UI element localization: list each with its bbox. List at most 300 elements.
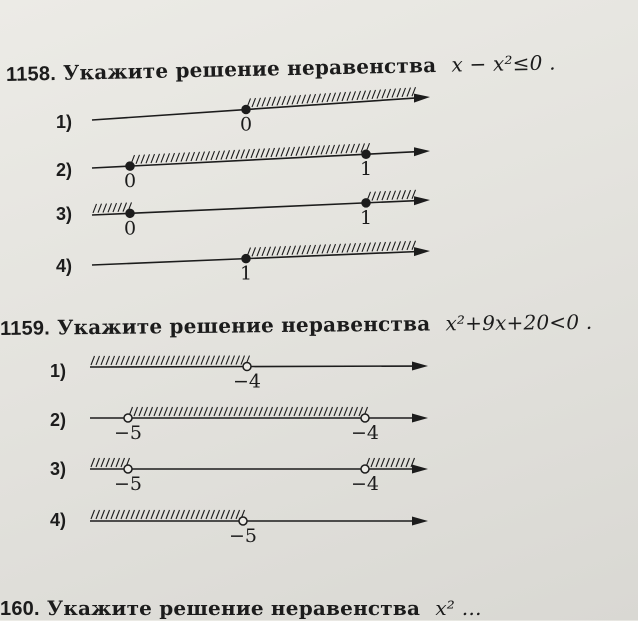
hatch-stroke (289, 407, 293, 416)
hatch-stroke (372, 192, 376, 201)
hatch-stroke (354, 407, 358, 416)
hatch-stroke (249, 407, 253, 416)
option-label: 4) (50, 510, 67, 530)
hatch-stroke (257, 98, 261, 107)
hatch-stroke (219, 407, 223, 416)
axis-arrowhead (412, 362, 428, 371)
hatch-stroke (111, 458, 115, 467)
hatch-region (91, 356, 250, 365)
hatch-stroke (151, 356, 155, 365)
problem-formula: x − x²≤0 . (451, 50, 556, 77)
hatch-stroke (169, 407, 173, 416)
filled-point (242, 106, 250, 114)
hatch-stroke (191, 152, 195, 161)
hatch-stroke (206, 510, 210, 519)
hatch-stroke (146, 356, 150, 365)
hatch-stroke (317, 245, 321, 254)
hatch-stroke (347, 92, 351, 101)
problem-text: Укажите решение неравенства (46, 596, 421, 620)
hatch-stroke (341, 144, 345, 153)
hatch-stroke (322, 244, 326, 253)
hatch-stroke (371, 458, 375, 467)
hatch-stroke (254, 407, 258, 416)
hatch-stroke (311, 146, 315, 155)
hatch-stroke (171, 153, 175, 162)
hatch-stroke (286, 147, 290, 156)
problem-text: Укажите решение неравенства (62, 52, 437, 85)
option-label: 2) (50, 410, 67, 430)
hatch-stroke (276, 148, 280, 157)
hatch-stroke (382, 242, 386, 251)
hatch-stroke (307, 94, 311, 103)
hatch-stroke (267, 247, 271, 256)
filled-point (126, 209, 134, 217)
hatch-stroke (391, 458, 395, 467)
hatch-stroke (322, 93, 326, 102)
hatch-region (366, 458, 415, 467)
hatch-stroke (387, 191, 391, 200)
hatch-region (367, 190, 416, 201)
hatch-stroke (141, 510, 145, 519)
hatch-stroke (121, 458, 125, 467)
axis-arrowhead (412, 465, 428, 474)
hatch-stroke (226, 510, 230, 519)
hatch-stroke (351, 144, 355, 153)
open-point (124, 465, 132, 473)
hatch-stroke (121, 510, 125, 519)
hatch-stroke (357, 91, 361, 100)
hatch-stroke (231, 150, 235, 159)
hatch-stroke (149, 407, 153, 416)
hatch-region (91, 510, 245, 519)
hatch-stroke (339, 407, 343, 416)
hatch-stroke (406, 458, 410, 467)
hatch-stroke (224, 407, 228, 416)
hatch-stroke (377, 191, 381, 200)
hatch-stroke (103, 204, 107, 213)
hatch-region (131, 143, 370, 164)
open-point (361, 465, 369, 473)
tick-label: 1 (359, 158, 373, 181)
hatch-stroke (136, 510, 140, 519)
hatch-stroke (181, 356, 185, 365)
hatch-stroke (131, 510, 135, 519)
hatch-stroke (151, 154, 155, 163)
hatch-stroke (392, 89, 396, 98)
hatch-stroke (287, 96, 291, 105)
hatch-stroke (261, 149, 265, 158)
hatch-stroke (93, 204, 97, 213)
hatch-stroke (131, 356, 135, 365)
problem-number: 1159. (0, 317, 51, 340)
hatch-stroke (176, 510, 180, 519)
hatch-stroke (136, 356, 140, 365)
hatch-stroke (196, 356, 200, 365)
hatch-stroke (284, 407, 288, 416)
hatch-stroke (336, 145, 340, 154)
hatch-stroke (296, 147, 300, 156)
hatch-stroke (229, 407, 233, 416)
hatch-stroke (156, 356, 160, 365)
hatch-stroke (166, 510, 170, 519)
hatch-stroke (118, 203, 122, 212)
hatch-stroke (91, 458, 95, 467)
hatch-stroke (239, 407, 243, 416)
hatch-stroke (397, 190, 401, 199)
hatch-stroke (186, 510, 190, 519)
tick-label: −5 (113, 422, 143, 444)
hatch-stroke (402, 190, 406, 199)
hatch-stroke (189, 407, 193, 416)
hatch-stroke (206, 356, 210, 365)
hatch-stroke (201, 152, 205, 161)
hatch-stroke (196, 510, 200, 519)
axis-arrowhead (414, 147, 430, 156)
hatch-stroke (246, 149, 250, 158)
hatch-stroke (96, 356, 100, 365)
tick-label: −4 (232, 370, 262, 393)
hatch-stroke (269, 407, 273, 416)
hatch-stroke (292, 246, 296, 255)
hatch-stroke (262, 97, 266, 106)
hatch-stroke (106, 510, 110, 519)
hatch-stroke (367, 90, 371, 99)
hatch-stroke (386, 458, 390, 467)
hatch-stroke (181, 510, 185, 519)
hatch-stroke (266, 148, 270, 157)
hatch-stroke (367, 243, 371, 252)
hatch-stroke (256, 149, 260, 158)
axis-arrowhead (412, 517, 428, 526)
hatch-stroke (221, 510, 225, 519)
hatch-stroke (136, 155, 140, 164)
hatch-stroke (302, 95, 306, 104)
hatch-stroke (259, 407, 263, 416)
axis-line (90, 366, 422, 367)
tick-label: −5 (228, 525, 258, 547)
hatch-stroke (141, 356, 145, 365)
hatch-stroke (171, 510, 175, 519)
hatch-stroke (113, 203, 117, 212)
tick-label: 1 (359, 206, 373, 229)
hatch-stroke (164, 407, 168, 416)
hatch-stroke (316, 146, 320, 155)
hatch-stroke (186, 356, 190, 365)
tick-label: 0 (123, 217, 137, 240)
hatch-stroke (231, 510, 235, 519)
hatch-stroke (108, 203, 112, 212)
option-label: 3) (56, 204, 73, 224)
hatch-stroke (304, 407, 308, 416)
hatch-stroke (199, 407, 203, 416)
hatch-stroke (111, 510, 115, 519)
hatch-stroke (211, 356, 215, 365)
hatch-stroke (329, 407, 333, 416)
hatch-stroke (101, 458, 105, 467)
option-label: 1) (50, 361, 67, 381)
problem-number: 160. (0, 598, 40, 620)
hatch-stroke (356, 144, 360, 153)
hatch-stroke (201, 356, 205, 365)
hatch-stroke (174, 407, 178, 416)
hatch-stroke (139, 407, 143, 416)
hatch-stroke (314, 407, 318, 416)
hatch-stroke (362, 243, 366, 252)
option-label: 2) (56, 160, 73, 180)
hatch-stroke (407, 241, 411, 250)
hatch-stroke (306, 146, 310, 155)
hatch-stroke (231, 356, 235, 365)
hatch-stroke (186, 152, 190, 161)
open-point (243, 363, 251, 371)
hatch-stroke (319, 407, 323, 416)
hatch-stroke (134, 407, 138, 416)
hatch-stroke (292, 95, 296, 104)
hatch-stroke (179, 407, 183, 416)
hatch-stroke (407, 88, 411, 97)
hatch-region (129, 407, 368, 416)
hatch-stroke (327, 244, 331, 253)
hatch-stroke (301, 146, 305, 155)
hatch-stroke (302, 245, 306, 254)
hatch-stroke (156, 510, 160, 519)
hatch-stroke (376, 458, 380, 467)
hatch-stroke (382, 89, 386, 98)
hatch-stroke (277, 246, 281, 255)
open-point (124, 414, 132, 422)
hatch-stroke (159, 407, 163, 416)
hatch-stroke (401, 458, 405, 467)
hatch-stroke (332, 244, 336, 253)
hatch-stroke (346, 144, 350, 153)
hatch-stroke (277, 96, 281, 105)
problem-number: 1158. (5, 62, 57, 86)
hatch-stroke (126, 356, 130, 365)
tick-label: −4 (350, 422, 380, 444)
axis-line (92, 97, 424, 120)
filled-point (362, 199, 370, 207)
tick-label: 0 (123, 170, 137, 193)
problem-text: Укажите решение неравенства (56, 311, 431, 340)
hatch-stroke (204, 407, 208, 416)
hatch-stroke (144, 407, 148, 416)
hatch-stroke (101, 510, 105, 519)
axis-arrowhead (414, 196, 430, 205)
hatch-stroke (221, 356, 225, 365)
hatch-stroke (184, 407, 188, 416)
hatch-stroke (236, 150, 240, 159)
axis-arrowhead (414, 94, 430, 103)
hatch-stroke (151, 510, 155, 519)
hatch-stroke (126, 510, 130, 519)
hatch-stroke (281, 147, 285, 156)
hatch-stroke (106, 458, 110, 467)
hatch-stroke (334, 407, 338, 416)
hatch-stroke (236, 356, 240, 365)
hatch-stroke (264, 407, 268, 416)
hatch-stroke (381, 458, 385, 467)
hatch-stroke (181, 153, 185, 162)
option-label: 1) (56, 112, 73, 132)
hatch-stroke (397, 88, 401, 97)
hatch-stroke (209, 407, 213, 416)
hatch-stroke (317, 94, 321, 103)
hatch-stroke (396, 458, 400, 467)
hatch-stroke (402, 88, 406, 97)
hatch-stroke (166, 153, 170, 162)
hatch-stroke (251, 149, 255, 158)
hatch-stroke (287, 246, 291, 255)
hatch-stroke (324, 407, 328, 416)
hatch-stroke (392, 191, 396, 200)
hatch-region (247, 241, 416, 257)
hatch-stroke (106, 356, 110, 365)
axis-line (92, 200, 424, 215)
hatch-stroke (236, 510, 240, 519)
tick-label: 1 (239, 262, 253, 285)
hatch-stroke (342, 92, 346, 101)
hatch-stroke (297, 246, 301, 255)
hatch-stroke (154, 407, 158, 416)
hatch-stroke (267, 97, 271, 106)
hatch-stroke (362, 91, 366, 100)
hatch-stroke (291, 147, 295, 156)
hatch-stroke (121, 356, 125, 365)
hatch-stroke (342, 244, 346, 253)
problem-formula: x² … (435, 596, 482, 620)
hatch-stroke (116, 356, 120, 365)
hatch-stroke (392, 242, 396, 251)
hatch-stroke (372, 242, 376, 251)
hatch-stroke (216, 151, 220, 160)
tick-label: −4 (350, 473, 380, 495)
hatch-stroke (407, 190, 411, 199)
filled-point (242, 255, 250, 263)
hatch-stroke (156, 154, 160, 163)
hatch-stroke (123, 203, 127, 212)
option-label: 4) (56, 256, 73, 276)
hatch-stroke (161, 154, 165, 163)
hatch-stroke (241, 150, 245, 159)
hatch-stroke (191, 356, 195, 365)
hatch-stroke (226, 356, 230, 365)
tick-label: 0 (239, 113, 253, 136)
hatch-stroke (216, 356, 220, 365)
hatch-stroke (91, 510, 95, 519)
hatch-stroke (211, 510, 215, 519)
hatch-stroke (357, 243, 361, 252)
hatch-stroke (98, 204, 102, 213)
filled-point (362, 150, 370, 158)
hatch-stroke (176, 356, 180, 365)
hatch-stroke (349, 407, 353, 416)
axis-arrowhead (414, 247, 430, 256)
hatch-stroke (194, 407, 198, 416)
hatch-stroke (312, 94, 316, 103)
hatch-stroke (337, 244, 341, 253)
hatch-stroke (146, 510, 150, 519)
hatch-stroke (272, 97, 276, 106)
hatch-stroke (166, 356, 170, 365)
hatch-stroke (274, 407, 278, 416)
problem-formula: x²+9x+20<0 . (445, 309, 593, 336)
hatch-stroke (294, 407, 298, 416)
hatch-stroke (176, 153, 180, 162)
hatch-stroke (271, 148, 275, 157)
hatch-stroke (326, 145, 330, 154)
open-point (239, 517, 247, 525)
hatch-stroke (337, 92, 341, 101)
hatch-stroke (116, 458, 120, 467)
hatch-stroke (252, 247, 256, 256)
hatch-stroke (191, 510, 195, 519)
hatch-stroke (116, 510, 120, 519)
hatch-stroke (272, 247, 276, 256)
open-point (361, 414, 369, 422)
hatch-stroke (372, 90, 376, 99)
hatch-stroke (111, 356, 115, 365)
hatch-stroke (201, 510, 205, 519)
hatch-stroke (216, 510, 220, 519)
hatch-stroke (307, 245, 311, 254)
hatch-stroke (321, 145, 325, 154)
hatch-stroke (101, 356, 105, 365)
hatch-stroke (352, 243, 356, 252)
hatch-stroke (402, 241, 406, 250)
filled-point (126, 162, 134, 170)
hatch-stroke (96, 458, 100, 467)
hatch-stroke (161, 356, 165, 365)
hatch-stroke (312, 245, 316, 254)
hatch-stroke (196, 152, 200, 161)
hatch-stroke (279, 407, 283, 416)
hatch-stroke (352, 91, 356, 100)
hatch-stroke (377, 90, 381, 99)
hatch-stroke (387, 242, 391, 251)
hatch-stroke (344, 407, 348, 416)
axis-arrowhead (412, 414, 428, 423)
hatch-region (91, 458, 130, 467)
hatch-stroke (282, 96, 286, 105)
hatch-stroke (211, 151, 215, 160)
hatch-stroke (214, 407, 218, 416)
hatch-stroke (252, 98, 256, 107)
hatch-stroke (387, 89, 391, 98)
hatch-stroke (262, 247, 266, 256)
hatch-stroke (244, 407, 248, 416)
hatch-stroke (91, 356, 95, 365)
hatch-stroke (146, 154, 150, 163)
hatch-stroke (327, 93, 331, 102)
hatch-stroke (297, 95, 301, 104)
hatch-stroke (161, 510, 165, 519)
hatch-stroke (96, 510, 100, 519)
hatch-stroke (382, 191, 386, 200)
hatch-stroke (171, 356, 175, 365)
hatch-stroke (141, 155, 145, 164)
hatch-stroke (206, 151, 210, 160)
hatch-stroke (282, 246, 286, 255)
option-label: 3) (50, 459, 67, 479)
hatch-stroke (397, 241, 401, 250)
hatch-stroke (332, 93, 336, 102)
hatch-stroke (347, 243, 351, 252)
hatch-stroke (226, 150, 230, 159)
hatch-stroke (221, 151, 225, 160)
hatch-stroke (299, 407, 303, 416)
hatch-stroke (257, 247, 261, 256)
hatch-stroke (331, 145, 335, 154)
